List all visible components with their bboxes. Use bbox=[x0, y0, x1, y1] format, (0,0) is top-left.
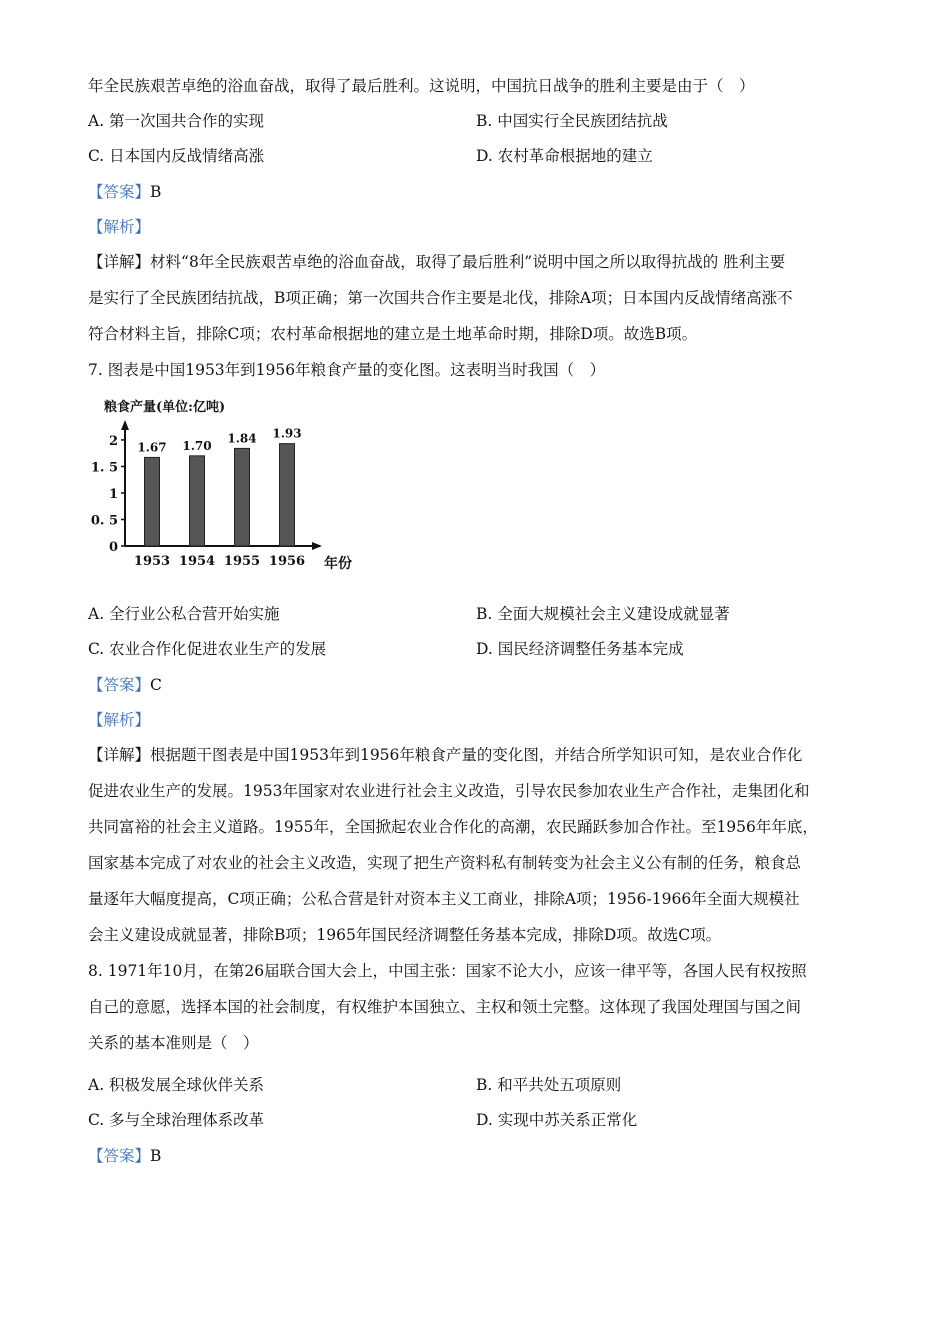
answer-value: C bbox=[150, 676, 162, 694]
x-tick-label: 1953 bbox=[133, 554, 171, 569]
q6-option-b: B. 中国实行全民族团结抗战 bbox=[476, 112, 668, 130]
detail-label: 【详解】 bbox=[88, 746, 151, 764]
q6-option-c: C. 日本国内反战情绪高涨 bbox=[88, 147, 265, 165]
grain-output-bar-chart bbox=[80, 394, 380, 584]
bar-value-label: 1.70 bbox=[182, 438, 212, 453]
bar bbox=[145, 457, 160, 546]
x-tick-label: 1956 bbox=[268, 554, 306, 569]
y-tick-label: 2 bbox=[108, 433, 118, 449]
bar bbox=[235, 448, 250, 546]
detail-label: 【详解】 bbox=[88, 253, 151, 271]
chart-title: 粮食产量(单位:亿吨) bbox=[104, 400, 226, 415]
q7-detail-line-3: 共同富裕的社会主义道路。1955年，全国掀起农业合作化的高潮，农民踊跃参加合作社。至1956年年底， bbox=[88, 818, 818, 836]
q8-option-a: A. 积极发展全球伙伴关系 bbox=[88, 1076, 265, 1094]
q8-stem-line-1: 8. 1971年10月，在第26届联合国大会上，中国主张：国家不论大小，应该一律平等，各国人民有权按照 bbox=[88, 962, 807, 980]
q6-analysis-label: 【解析】 bbox=[88, 218, 151, 236]
q6-detail-line-2: 是实行了全民族团结抗战，B项正确；第一次国共合作主要是北伐，排除A项；日本国内反战情绪高涨不 bbox=[88, 289, 793, 307]
x-axis-arrow bbox=[312, 542, 322, 550]
q6-option-d: D. 农村革命根据地的建立 bbox=[476, 147, 653, 165]
q8-answer bbox=[88, 1144, 862, 1168]
q7-option-c: C. 农业合作化促进农业生产的发展 bbox=[88, 640, 327, 658]
x-tick-label: 1955 bbox=[223, 554, 261, 569]
q7-detail-line-2: 促进农业生产的发展。1953年国家对农业进行社会主义改造，引导农民参加农业生产合作社，走集团化和 bbox=[88, 782, 810, 800]
q7-detail-line-4: 国家基本完成了对农业的社会主义改造，实现了把生产资料私有制转变为社会主义公有制的任务，粮食总 bbox=[88, 854, 802, 872]
answer-label: 【答案】 bbox=[88, 676, 151, 694]
q8-stem-line-3: 关系的基本准则是（ ） bbox=[88, 1034, 259, 1052]
answer-label: 【答案】 bbox=[88, 1147, 151, 1165]
q7-detail-line-1: 【详解】根据题干图表是中国1953年到1956年粮食产量的变化图，并结合所学知识可知，是农业合作化 bbox=[88, 746, 803, 764]
q7-detail-line-5: 量逐年大幅度提高，C项正确；公私合营是针对资本主义工商业，排除A项；1956-1966年全面大规模社 bbox=[88, 890, 800, 908]
y-tick-label: 1 bbox=[108, 486, 118, 502]
q6-detail-line-3: 符合材料主旨，排除C项；农村革命根据地的建立是土地革命时期，排除D项。故选B项。 bbox=[88, 325, 698, 343]
y-axis-arrow bbox=[121, 420, 129, 430]
q7-analysis-label: 【解析】 bbox=[88, 711, 151, 729]
q6-stem: 年全民族艰苦卓绝的浴血奋战，取得了最后胜利。这说明，中国抗日战争的胜利主要是由于（ ） bbox=[88, 77, 755, 95]
bar-value-label: 1.93 bbox=[272, 426, 302, 441]
q7-option-b: B. 全面大规模社会主义建设成就显著 bbox=[476, 605, 730, 623]
bar-value-label: 1.84 bbox=[227, 431, 257, 446]
q8-stem-line-2: 自己的意愿，选择本国的社会制度，有权维护本国独立、主权和领土完整。这体现了我国处理国与国之间 bbox=[88, 998, 802, 1016]
x-axis-label: 年份 bbox=[324, 556, 352, 572]
q7-option-d: D. 国民经济调整任务基本完成 bbox=[476, 640, 684, 658]
y-tick-label: 0. 5 bbox=[90, 513, 118, 529]
q8-option-b: B. 和平共处五项原则 bbox=[476, 1076, 622, 1094]
q6-option-a: A. 第一次国共合作的实现 bbox=[88, 112, 265, 130]
q7-answer bbox=[88, 673, 862, 697]
bar bbox=[280, 444, 295, 546]
q6-detail-line-1: 【详解】材料“8年全民族艰苦卓绝的浴血奋战，取得了最后胜利”说明中国之所以取得抗战的 胜利主要 bbox=[88, 253, 786, 271]
answer-value: B bbox=[150, 183, 162, 201]
q7-detail-line-6: 会主义建设成就显著，排除B项；1965年国民经济调整任务基本完成，排除D项。故选C项。 bbox=[88, 926, 722, 944]
bar bbox=[190, 456, 205, 546]
y-tick-label: 1. 5 bbox=[90, 460, 118, 476]
x-tick-label: 1954 bbox=[178, 554, 216, 569]
q8-option-c: C. 多与全球治理体系改革 bbox=[88, 1111, 265, 1129]
bar-value-label: 1.67 bbox=[137, 440, 167, 455]
q7-option-a: A. 全行业公私合营开始实施 bbox=[88, 605, 280, 623]
q8-option-d: D. 实现中苏关系正常化 bbox=[476, 1111, 638, 1129]
y-tick-label: 0 bbox=[108, 540, 118, 555]
q6-answer bbox=[88, 180, 862, 204]
answer-label: 【答案】 bbox=[88, 183, 151, 201]
q7-stem: 7. 图表是中国1953年到1956年粮食产量的变化图。这表明当时我国（ ） bbox=[88, 361, 606, 379]
answer-value: B bbox=[150, 1147, 162, 1165]
